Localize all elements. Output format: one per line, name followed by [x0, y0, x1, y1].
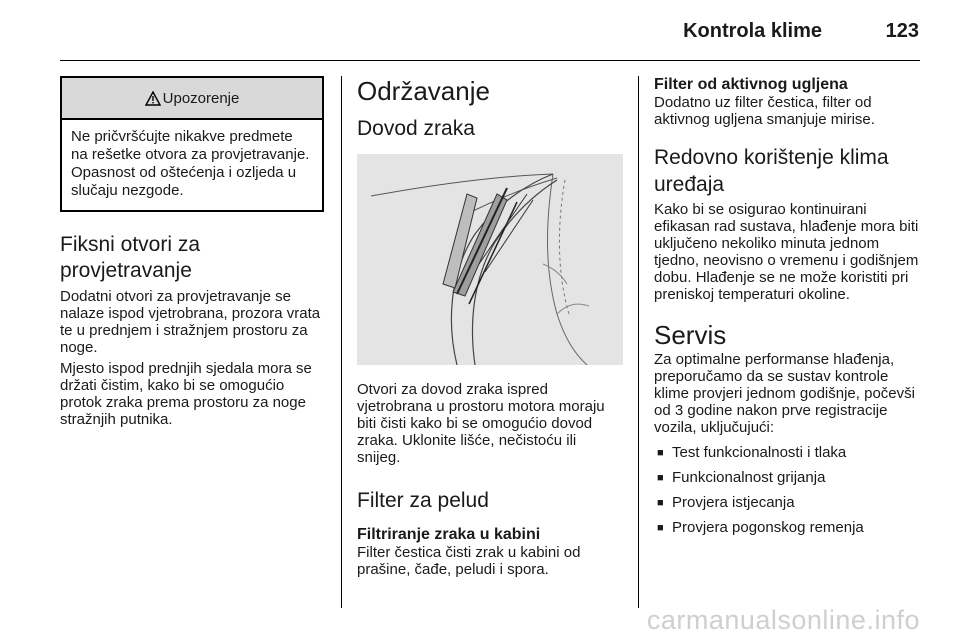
subheading-carbon-filter: Filter od aktivnog ugljena	[654, 76, 848, 93]
subheading-cabin-filtering: Filtriranje zraka u kabini	[357, 526, 541, 543]
column-left	[60, 76, 324, 428]
paragraph-fixed-vents-2: Mjesto ispod prednjih sjedala mora se držati čistim, kako bi se omogućio protok zraka prema prostoru za noge stražnjih putnika.	[60, 360, 312, 428]
list-item: ■ Funkcionalnost grijanja	[654, 469, 922, 487]
header-title: Kontrola klime	[683, 20, 822, 42]
paragraph-air-intake: Otvori za dovod zraka ispred vjetrobrana u prostoru motora moraju biti čisti kako bi se omogućio dovod zraka. Uklonite lišće, nečistoću ili snijeg.	[357, 381, 605, 466]
watermark: carmanualsonline.info	[646, 605, 920, 635]
column-divider-left	[341, 76, 342, 608]
warning-title: Upozorenje	[162, 89, 240, 107]
column-divider-right	[638, 76, 639, 608]
column-middle	[357, 76, 623, 578]
air-intake-illustration	[357, 154, 623, 365]
paragraph-service: Za optimalne performanse hlađenja, preporučamo da se sustav kontrole klime provjeri jednom godišnje, počevši od 3 godine nakon prve registracije vozila, uključujući:	[654, 351, 915, 436]
paragraph-cabin-filtering: Filter čestica čisti zrak u kabini od prašine, čađe, peludi i spora.	[357, 544, 581, 578]
service-checklist	[654, 444, 922, 537]
list-item: ■ Test funkcionalnosti i tlaka	[654, 444, 922, 462]
section-heading-pollen-filter: Filter za pelud	[357, 489, 489, 512]
chapter-heading-maintenance: Održavanje	[357, 76, 490, 106]
header-rule	[60, 60, 920, 61]
section-heading-regular-use: Redovno korištenje klima uređaja	[654, 146, 889, 196]
section-heading-fixed-vents: Fiksni otvori za provjetravanje	[60, 233, 201, 282]
paragraph-fixed-vents-1: Dodatni otvori za provjetravanje se nalaze ispod vjetrobrana, prozora vrata te u prednjem i stražnjem prostoru za noge.	[60, 288, 321, 356]
paragraph-carbon-filter: Dodatno uz filter čestica, filter od aktivnog ugljena smanjuje mirise.	[654, 94, 875, 128]
warning-box	[60, 76, 324, 212]
list-item: ■ Provjera pogonskog remenja	[654, 519, 922, 537]
section-heading-air-intake: Dovod zraka	[357, 117, 475, 140]
column-right	[654, 76, 922, 544]
warning-icon	[145, 91, 161, 106]
warning-header	[62, 78, 322, 120]
windscreen-wiper-drawing	[357, 154, 623, 365]
section-heading-service: Servis	[654, 320, 727, 350]
page-number: 123	[885, 20, 919, 42]
paragraph-regular-use: Kako bi se osigurao kontinuirani efikasan rad sustava, hlađenje mora biti uključeno nekoliko minuta jednom tjedno, neovisno o vremenu i godišnjem dobu. Hlađenje se ne može koristiti pri preniskoj temperaturi okoline.	[654, 201, 919, 303]
warning-text: Ne pričvršćujte nikakve predmete na rešetke otvora za provjetravanje. Opasnost od oštećenja i ozljeda u slučaju nezgode.	[71, 128, 310, 199]
list-item: ■ Provjera istjecanja	[654, 494, 922, 512]
